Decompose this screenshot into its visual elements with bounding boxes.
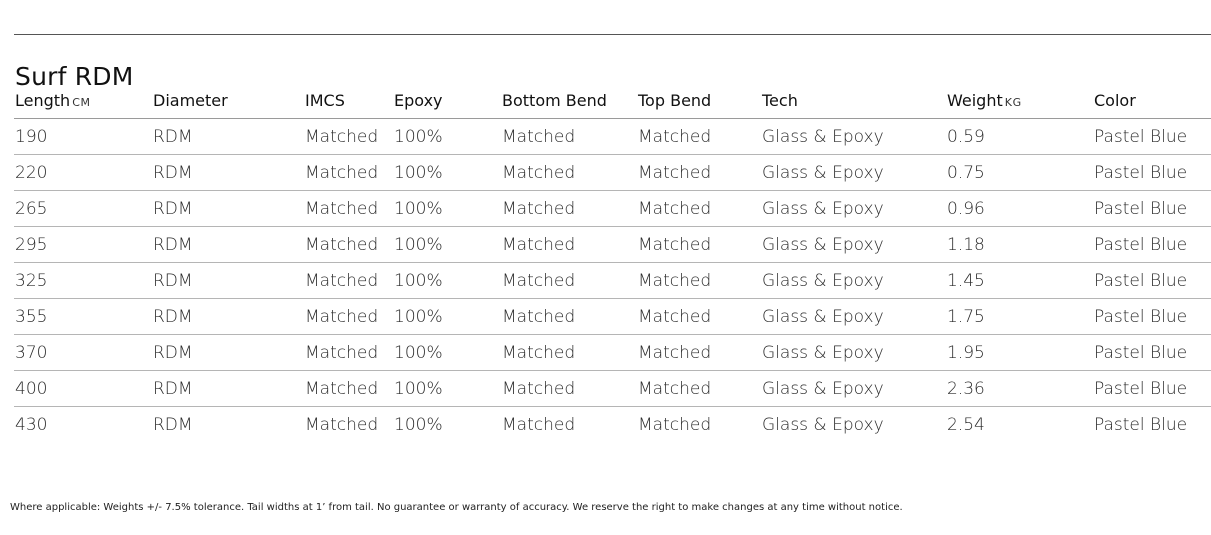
- cell-epoxy: 100%: [393, 299, 501, 335]
- cell-imcs: Matched: [304, 119, 393, 155]
- cell-epoxy: 100%: [393, 119, 501, 155]
- column-header-weight: [946, 83, 1093, 119]
- column-header-label: Tech: [762, 91, 798, 110]
- cell-tech: Glass & Epoxy: [761, 191, 946, 227]
- cell-length: 295: [14, 227, 152, 263]
- cell-epoxy: 100%: [393, 227, 501, 263]
- cell-color: Pastel Blue: [1093, 263, 1211, 299]
- cell-diameter: RDM: [152, 191, 304, 227]
- column-header-diameter: [152, 83, 304, 119]
- cell-length: 400: [14, 371, 152, 407]
- cell-color: Pastel Blue: [1093, 119, 1211, 155]
- cell-length: 370: [14, 335, 152, 371]
- cell-tech: Glass & Epoxy: [761, 227, 946, 263]
- column-header-tech: [761, 83, 946, 119]
- cell-tech: Glass & Epoxy: [762, 414, 884, 435]
- table-row: [14, 155, 1211, 191]
- column-header-color: [1093, 83, 1211, 119]
- cell-length: 355: [14, 299, 152, 335]
- disclaimer-footnote: Where applicable: Weights +/- 7.5% tolerance. Tail widths at 1’ from tail. No guarantee or warranty of accuracy. We reserve the right to make changes at any time without notice.: [10, 502, 903, 513]
- cell-weight: 1.45: [946, 263, 1093, 299]
- cell-imcs: Matched: [304, 299, 393, 335]
- cell-color: Pastel Blue: [1093, 191, 1211, 227]
- cell-length: 325: [14, 263, 152, 299]
- cell-imcs: Matched: [305, 414, 379, 435]
- cell-top-bend: Matched: [637, 335, 761, 371]
- column-header-imcs: [304, 83, 393, 119]
- table-row: [14, 299, 1211, 335]
- cell-epoxy: 100%: [393, 155, 501, 191]
- cell-weight: 0.96: [946, 191, 1093, 227]
- column-header-unit: CM: [72, 96, 91, 109]
- column-header-label: IMCS: [305, 91, 345, 110]
- cell-top-bend: Matched: [637, 119, 761, 155]
- cell-epoxy: 100%: [393, 191, 501, 227]
- cell-tech: Glass & Epoxy: [761, 119, 946, 155]
- table-row: [14, 191, 1211, 227]
- cell-weight: 2.54: [947, 414, 985, 435]
- cell-diameter: RDM: [152, 371, 304, 407]
- column-header-label: Diameter: [153, 91, 228, 110]
- cell-top-bend: Matched: [637, 371, 761, 407]
- cell-bottom-bend: Matched: [501, 155, 637, 191]
- cell-length: 430: [15, 414, 48, 435]
- cell-tech: Glass & Epoxy: [761, 371, 946, 407]
- cell-tech: Glass & Epoxy: [761, 335, 946, 371]
- cell-imcs: Matched: [304, 335, 393, 371]
- column-header-length: [14, 83, 152, 119]
- cell-epoxy: 100%: [393, 335, 501, 371]
- cell-imcs: Matched: [304, 155, 393, 191]
- cell-bottom-bend: Matched: [501, 371, 637, 407]
- table-row: [14, 407, 1211, 443]
- cell-tech: Glass & Epoxy: [761, 155, 946, 191]
- table-row: [14, 119, 1211, 155]
- cell-top-bend: Matched: [637, 155, 761, 191]
- cell-epoxy: 100%: [394, 414, 443, 435]
- cell-length: 190: [14, 119, 152, 155]
- cell-epoxy: 100%: [393, 263, 501, 299]
- cell-bottom-bend: Matched: [501, 263, 637, 299]
- column-header-label: Color: [1094, 91, 1136, 110]
- cell-top-bend: Matched: [637, 227, 761, 263]
- column-header-epoxy: [393, 83, 501, 119]
- cell-length: 265: [14, 191, 152, 227]
- table-row: [14, 335, 1211, 371]
- specs-table: [14, 83, 1211, 442]
- table-row: [14, 371, 1211, 407]
- cell-top-bend: Matched: [638, 414, 712, 435]
- cell-weight: 2.36: [946, 371, 1093, 407]
- table-header-row: [14, 83, 1211, 119]
- cell-color: Pastel Blue: [1093, 299, 1211, 335]
- cell-bottom-bend: Matched: [501, 119, 637, 155]
- cell-imcs: Matched: [304, 191, 393, 227]
- cell-bottom-bend: Matched: [501, 227, 637, 263]
- column-header-label: Weight: [947, 91, 1003, 110]
- table-row: [14, 263, 1211, 299]
- column-header-label: Length: [15, 91, 71, 110]
- cell-top-bend: Matched: [637, 299, 761, 335]
- cell-color: Pastel Blue: [1093, 371, 1211, 407]
- cell-diameter: RDM: [152, 119, 304, 155]
- cell-top-bend: Matched: [637, 191, 761, 227]
- cell-bottom-bend: Matched: [501, 191, 637, 227]
- cell-weight: 0.59: [946, 119, 1093, 155]
- column-header-label: Top Bend: [638, 91, 712, 110]
- cell-weight: 1.75: [946, 299, 1093, 335]
- column-header-bottom-bend: [501, 83, 637, 119]
- column-header-unit: KG: [1004, 96, 1022, 109]
- page-title: Surf RDM: [15, 61, 134, 91]
- cell-color: Pastel Blue: [1094, 414, 1188, 435]
- cell-epoxy: 100%: [393, 371, 501, 407]
- table-row: [14, 227, 1211, 263]
- column-header-label: Epoxy: [394, 91, 443, 110]
- column-header-label: Bottom Bend: [502, 91, 607, 110]
- cell-top-bend: Matched: [637, 263, 761, 299]
- cell-imcs: Matched: [304, 371, 393, 407]
- column-header-top-bend: [637, 83, 761, 119]
- cell-color: Pastel Blue: [1093, 227, 1211, 263]
- cell-weight: 1.95: [946, 335, 1093, 371]
- cell-color: Pastel Blue: [1093, 335, 1211, 371]
- top-divider: [14, 34, 1211, 35]
- cell-diameter: RDM: [153, 414, 193, 435]
- cell-tech: Glass & Epoxy: [761, 299, 946, 335]
- cell-imcs: Matched: [304, 263, 393, 299]
- cell-diameter: RDM: [152, 263, 304, 299]
- cell-bottom-bend: Matched: [501, 299, 637, 335]
- cell-bottom-bend: Matched: [501, 335, 637, 371]
- cell-imcs: Matched: [304, 227, 393, 263]
- cell-color: Pastel Blue: [1093, 155, 1211, 191]
- cell-diameter: RDM: [152, 155, 304, 191]
- cell-diameter: RDM: [152, 227, 304, 263]
- cell-weight: 1.18: [946, 227, 1093, 263]
- cell-bottom-bend: Matched: [502, 414, 576, 435]
- cell-diameter: RDM: [152, 299, 304, 335]
- cell-diameter: RDM: [152, 335, 304, 371]
- cell-length: 220: [14, 155, 152, 191]
- cell-tech: Glass & Epoxy: [761, 263, 946, 299]
- cell-weight: 0.75: [946, 155, 1093, 191]
